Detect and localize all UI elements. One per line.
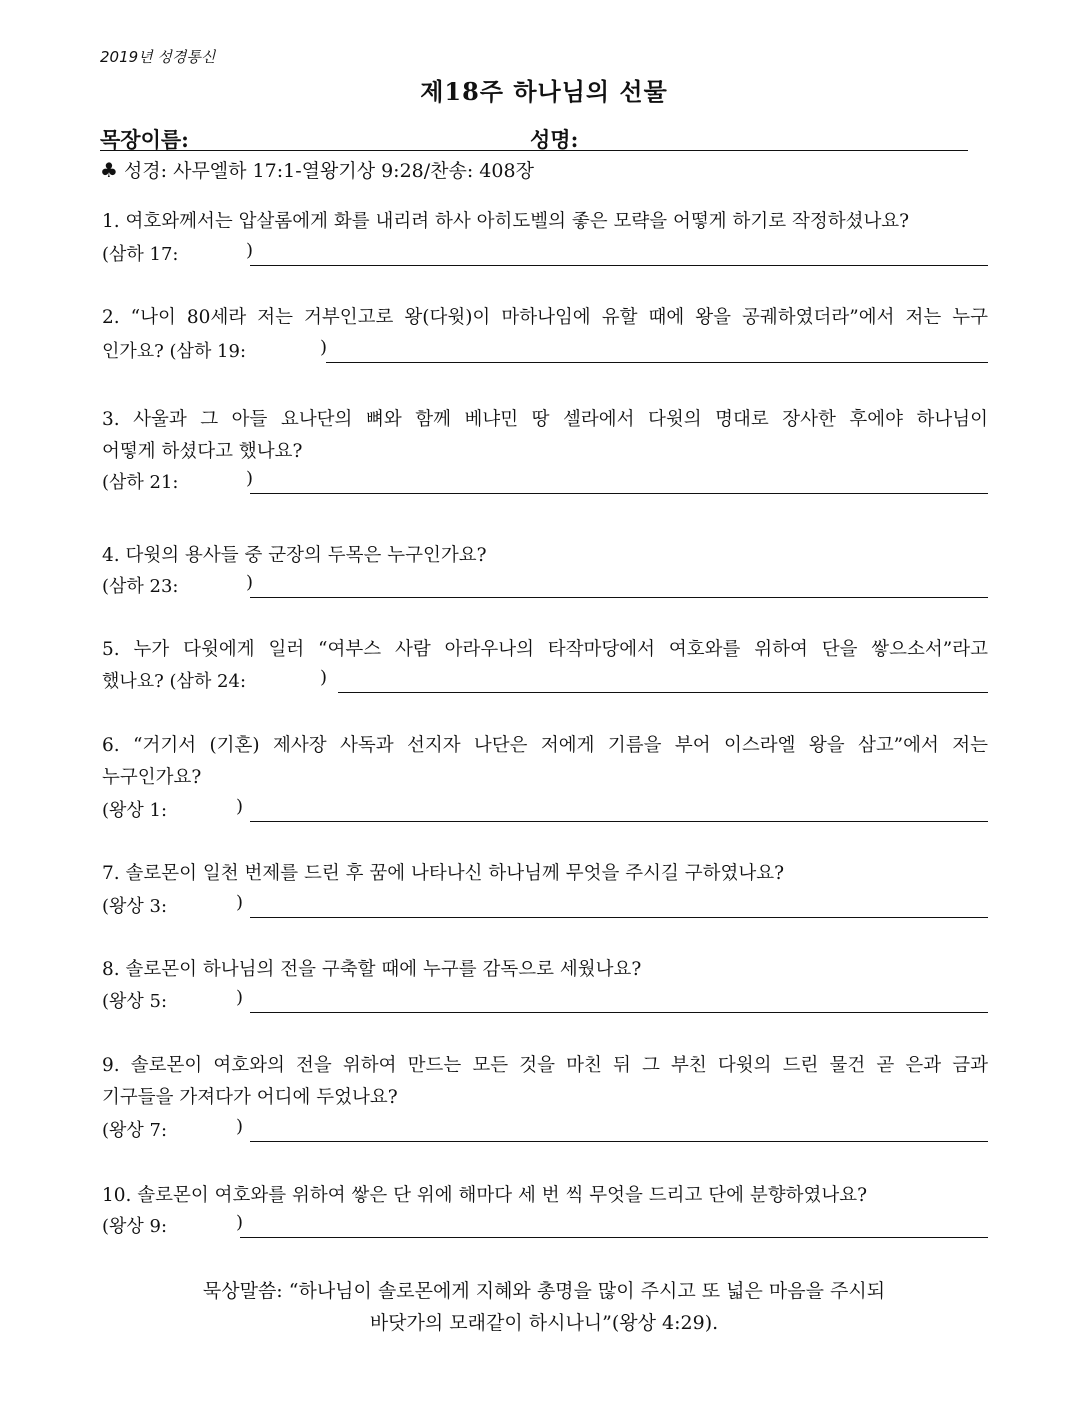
answer-9: (왕상 7: ) — [102, 1116, 988, 1146]
answer-7-field[interactable] — [250, 917, 988, 918]
answer-1-field[interactable] — [250, 265, 988, 266]
answer-4-reference: (삼하 23: — [102, 576, 179, 597]
question-9 — [102, 1050, 988, 1114]
answer-8: (왕상 5: ) — [102, 987, 988, 1017]
answer-10-field[interactable] — [240, 1237, 988, 1238]
answer-9-reference: (왕상 7: — [102, 1120, 168, 1141]
question-3-text-line-1: 3. 사울과 그 아들 요나단의 뼈와 함께 베냐민 땅 셀라에서 다윗의 명대로 장사한 후에야 하나님이 — [102, 409, 988, 430]
meditation-line-2: 바닷가의 모래같이 하시나니”(왕상 4:29). — [369, 1312, 719, 1334]
question-5-text: 5. 누가 다윗에게 일러 “여부스 사람 아라우나의 타작마당에서 여호와를 위하여 단을 쌓으소서”라고 — [102, 639, 988, 660]
question-7 — [102, 858, 988, 890]
answer-5-reference: 했나요? (삼하 24: — [102, 671, 247, 692]
question-3-text-line-2: 어떻게 하셨다고 했나요? — [102, 441, 303, 462]
answer-2-field[interactable] — [326, 362, 988, 363]
question-8-text: 8. 솔로몬이 하나님의 전을 구축할 때에 누구를 감독으로 세웠나요? — [102, 959, 642, 980]
question-6-text-line-1: 6. “거기서 (기혼) 제사장 사독과 선지자 나단은 저에게 기름을 부어 이스라엘 왕을 삼고”에서 저는 — [102, 735, 988, 756]
answer-5: 했나요? (삼하 24: ) — [102, 667, 988, 697]
answer-6-field[interactable] — [250, 821, 988, 822]
answer-8-reference: (왕상 5: — [102, 991, 168, 1012]
question-9-text-line-2: 기구들을 가져다가 어디에 두었나요? — [102, 1087, 398, 1108]
answer-7-reference: (왕상 3: — [102, 896, 168, 917]
question-8 — [102, 954, 988, 986]
header-note: 2019년 성경통신 — [100, 48, 216, 66]
question-7-text: 7. 솔로몬이 일천 번제를 드린 후 꿈에 나타나신 하나님께 무엇을 주시길 구하였나요? — [102, 863, 785, 884]
question-5 — [102, 634, 988, 666]
page-title: 제18주 하나님의 선물 — [420, 77, 668, 106]
scripture-text: 성경: 사무엘하 17:1-열왕기상 9:28/찬송: 408장 — [123, 160, 534, 182]
question-2 — [102, 302, 988, 334]
answer-2: 인가요? (삼하 19: ) — [102, 337, 988, 367]
question-6-text-line-2: 누구인가요? — [102, 767, 202, 788]
answer-6-reference: (왕상 1: — [102, 800, 168, 821]
question-1 — [102, 206, 988, 238]
answer-1-reference: (삼하 17: — [102, 244, 179, 265]
answer-8-field[interactable] — [250, 1012, 988, 1013]
answer-9-field[interactable] — [250, 1141, 988, 1142]
question-4-text: 4. 다윗의 용사들 중 군장의 두목은 누구인가요? — [102, 545, 487, 566]
meditation-line-1: 묵상말씀: “하나님이 솔로몬에게 지혜와 총명을 많이 주시고 또 넓은 마음을 주시되 — [202, 1280, 886, 1302]
answer-1: (삼하 17: ) — [102, 240, 988, 270]
answer-3: (삼하 21: ) — [102, 468, 988, 498]
header-underline — [100, 150, 968, 151]
student-name-label: 성명: — [530, 127, 579, 152]
question-10-text: 10. 솔로몬이 여호와를 위하여 쌓은 단 위에 해마다 세 번 씩 무엇을 드리고 단에 분향하였나요? — [102, 1185, 868, 1206]
answer-4: (삼하 23: ) — [102, 572, 988, 602]
answer-4-field[interactable] — [250, 597, 988, 598]
question-2-text: 2. “나이 80세라 저는 거부인고로 왕(다윗)이 마하나임에 유할 때에 왕을 공궤하였더라”에서 저는 누구 — [102, 307, 988, 328]
answer-10: (왕상 9: ) — [102, 1212, 988, 1242]
question-3 — [102, 404, 988, 468]
answer-10-reference: (왕상 9: — [102, 1216, 168, 1237]
scripture-line — [100, 156, 534, 183]
question-9-text-line-1: 9. 솔로몬이 여호와의 전을 위하여 만드는 모든 것을 마친 뒤 그 부친 다윗의 드린 물건 곧 은과 금과 — [102, 1055, 988, 1076]
answer-7: (왕상 3: ) — [102, 892, 988, 922]
answer-3-field[interactable] — [250, 493, 988, 494]
answer-2-reference: 인가요? (삼하 19: — [102, 341, 247, 362]
question-1-text: 1. 여호와께서는 압살롬에게 화를 내리려 하사 아히도벨의 좋은 모략을 어떻게 하기로 작정하셨나요? — [102, 211, 910, 232]
question-6 — [102, 730, 988, 794]
group-name-label: 목장이름: — [100, 127, 189, 152]
question-10 — [102, 1180, 988, 1212]
answer-5-field[interactable] — [338, 692, 988, 693]
answer-6: (왕상 1: ) — [102, 796, 988, 826]
club-icon: ♣ — [100, 158, 118, 182]
answer-3-reference: (삼하 21: — [102, 472, 179, 493]
question-4 — [102, 540, 988, 572]
meditation-verse — [0, 1275, 1088, 1339]
